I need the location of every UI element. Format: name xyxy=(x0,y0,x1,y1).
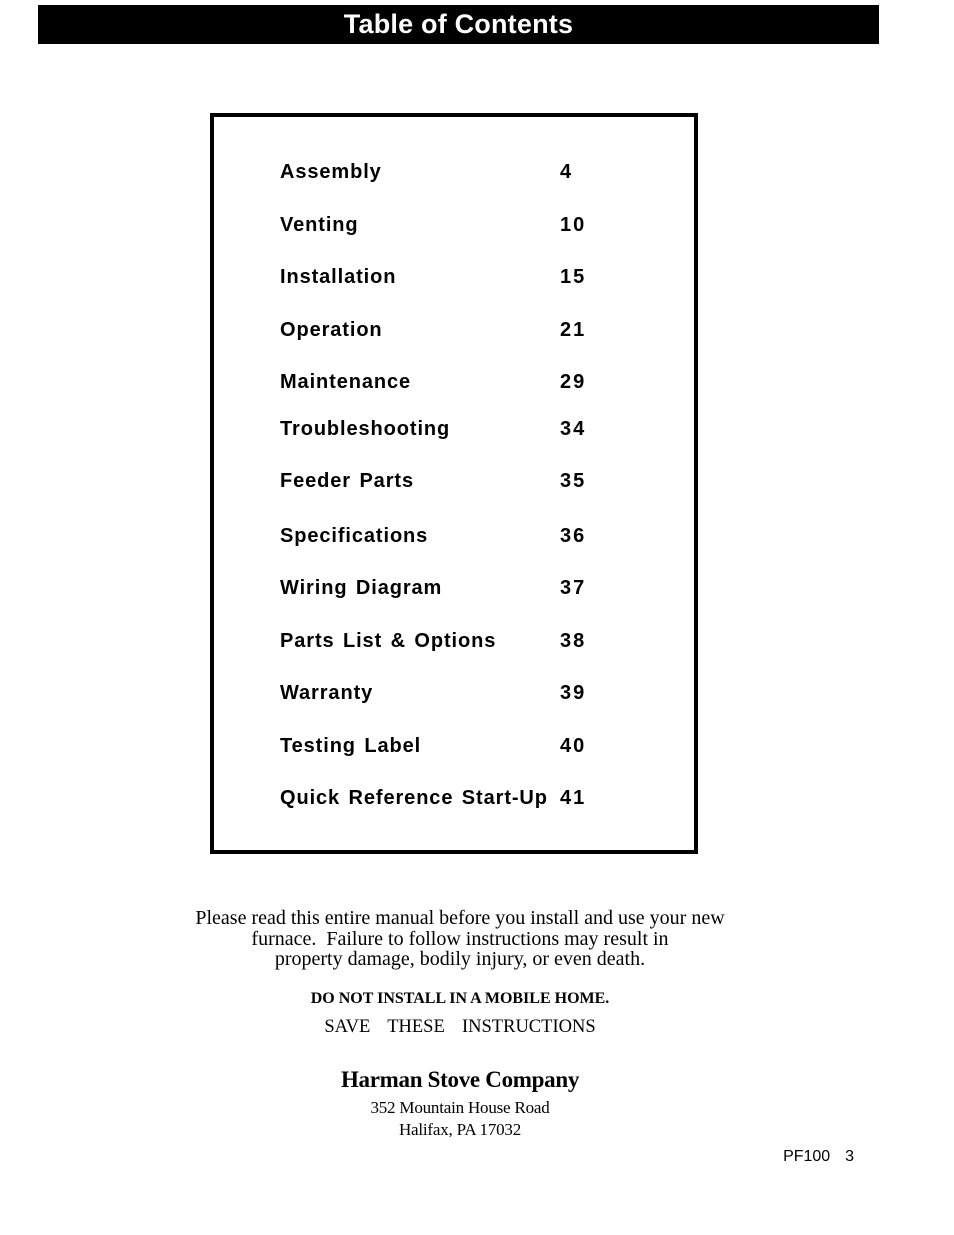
company-name: Harman Stove Company xyxy=(340,1067,580,1092)
toc-entry-label: Quick Reference Start-Up xyxy=(280,787,548,809)
toc-entry-parts-list-options[interactable] xyxy=(280,628,640,654)
toc-entry-label: Parts List & Options xyxy=(280,630,497,652)
toc-entry-installation[interactable] xyxy=(280,264,640,290)
toc-entry-label: Operation xyxy=(280,319,383,341)
toc-entry-label: Maintenance xyxy=(280,371,412,393)
toc-entry-wiring-diagram[interactable] xyxy=(280,575,640,601)
notice-line: property damage, bodily injury, or even death. xyxy=(274,948,646,970)
toc-entry-operation[interactable] xyxy=(280,317,640,343)
toc-entry-label: Wiring Diagram xyxy=(280,577,443,599)
notice-line: Please read this entire manual before you install and use your new xyxy=(195,907,725,929)
toc-entry-page: 37 xyxy=(560,577,587,599)
toc-entry-page: 29 xyxy=(560,371,587,393)
toc-entry-label: Specifications xyxy=(280,525,429,547)
notice-line: furnace. Failure to follow instructions may result in xyxy=(251,927,669,950)
toc-entry-testing-label[interactable] xyxy=(280,733,640,759)
toc-entry-label: Venting xyxy=(280,214,359,236)
company-address-street: 352 Mountain House Road xyxy=(370,1098,550,1117)
toc-entry-feeder-parts[interactable] xyxy=(280,468,640,494)
toc-entry-page: 15 xyxy=(560,266,587,288)
toc-entry-page: 10 xyxy=(560,214,587,236)
toc-entry-venting[interactable] xyxy=(280,212,640,238)
toc-entry-label: Warranty xyxy=(280,682,374,704)
toc-entry-page: 40 xyxy=(560,735,587,757)
toc-entry-label: Troubleshooting xyxy=(280,418,451,440)
toc-entry-page: 39 xyxy=(560,682,587,704)
table-of-contents-box xyxy=(210,113,698,854)
toc-entry-page: 34 xyxy=(560,418,587,440)
toc-entry-warranty[interactable] xyxy=(280,680,640,706)
toc-entry-page: 38 xyxy=(560,630,587,652)
toc-entry-page: 35 xyxy=(560,470,587,492)
toc-entry-label: Assembly xyxy=(280,161,382,183)
toc-entry-assembly[interactable] xyxy=(280,159,640,185)
toc-entry-page: 41 xyxy=(560,787,587,809)
read-manual-notice xyxy=(160,908,760,970)
toc-entry-label: Feeder Parts xyxy=(280,470,414,492)
toc-entry-maintenance[interactable] xyxy=(280,369,640,395)
toc-entry-specifications[interactable] xyxy=(280,523,640,549)
toc-entry-page: 4 xyxy=(560,161,574,183)
toc-entry-troubleshooting[interactable] xyxy=(280,416,640,442)
toc-entry-quick-reference-start-up[interactable] xyxy=(280,785,640,811)
toc-entry-label: Testing Label xyxy=(280,735,422,757)
mobile-home-warning: DO NOT INSTALL IN A MOBILE HOME. xyxy=(310,990,610,1007)
toc-entry-label: Installation xyxy=(280,266,397,288)
company-address-city: Halifax, PA 17032 xyxy=(398,1120,522,1139)
toc-entry-page: 21 xyxy=(560,319,587,341)
page-title: Table of Contents xyxy=(38,5,879,44)
toc-entry-page: 36 xyxy=(560,525,587,547)
save-instructions-text: SAVE THESE INSTRUCTIONS xyxy=(324,1017,596,1037)
page-number-footer: PF100 3 xyxy=(783,1148,854,1165)
